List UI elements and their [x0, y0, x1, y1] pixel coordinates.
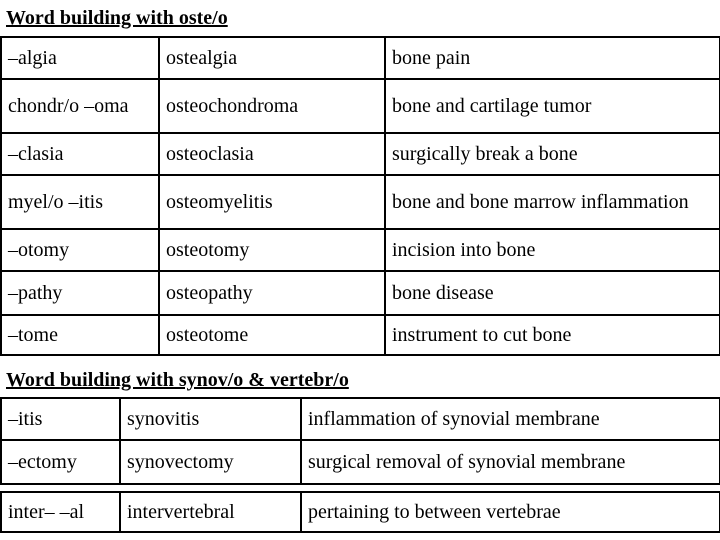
meaning-cell: bone pain — [385, 37, 720, 79]
term-cell: synovectomy — [120, 440, 301, 484]
term-cell: osteochondroma — [159, 79, 385, 133]
suffix-cell: –pathy — [1, 271, 159, 315]
suffix-cell: –algia — [1, 37, 159, 79]
term-cell: ostealgia — [159, 37, 385, 79]
term-cell: osteomyelitis — [159, 175, 385, 229]
meaning-cell: bone and bone marrow inflammation — [385, 175, 720, 229]
prefix-suffix-cell: inter– –al — [1, 492, 120, 532]
term-cell: osteotomy — [159, 229, 385, 271]
meaning-cell: inflammation of synovial membrane — [301, 398, 720, 440]
meaning-cell: incision into bone — [385, 229, 720, 271]
term-cell: intervertebral — [120, 492, 301, 532]
table-row — [1, 37, 720, 79]
suffix-cell: –otomy — [1, 229, 159, 271]
meaning-cell: pertaining to between vertebrae — [301, 492, 720, 532]
table-vertebr — [0, 491, 720, 533]
section-title-synov-vertebr: Word building with synov/o & vertebr/o — [6, 369, 349, 391]
table-row — [1, 175, 720, 229]
meaning-cell: surgical removal of synovial membrane — [301, 440, 720, 484]
table-oste — [0, 36, 720, 356]
table-row — [1, 440, 720, 484]
meaning-cell: instrument to cut bone — [385, 315, 720, 355]
table-row — [1, 492, 720, 532]
term-cell: osteoclasia — [159, 133, 385, 175]
suffix-cell: myel/o –itis — [1, 175, 159, 229]
table-row — [1, 229, 720, 271]
meaning-cell: surgically break a bone — [385, 133, 720, 175]
meaning-cell: bone and cartilage tumor — [385, 79, 720, 133]
section-title-oste: Word building with oste/o — [6, 7, 228, 29]
table-row — [1, 271, 720, 315]
suffix-cell: –ectomy — [1, 440, 120, 484]
table-synov — [0, 397, 720, 485]
term-cell: synovitis — [120, 398, 301, 440]
table-row — [1, 315, 720, 355]
term-cell: osteotome — [159, 315, 385, 355]
meaning-cell: bone disease — [385, 271, 720, 315]
suffix-cell: –clasia — [1, 133, 159, 175]
suffix-cell: chondr/o –oma — [1, 79, 159, 133]
table-row — [1, 398, 720, 440]
term-cell: osteopathy — [159, 271, 385, 315]
suffix-cell: –tome — [1, 315, 159, 355]
suffix-cell: –itis — [1, 398, 120, 440]
table-row — [1, 133, 720, 175]
table-row — [1, 79, 720, 133]
